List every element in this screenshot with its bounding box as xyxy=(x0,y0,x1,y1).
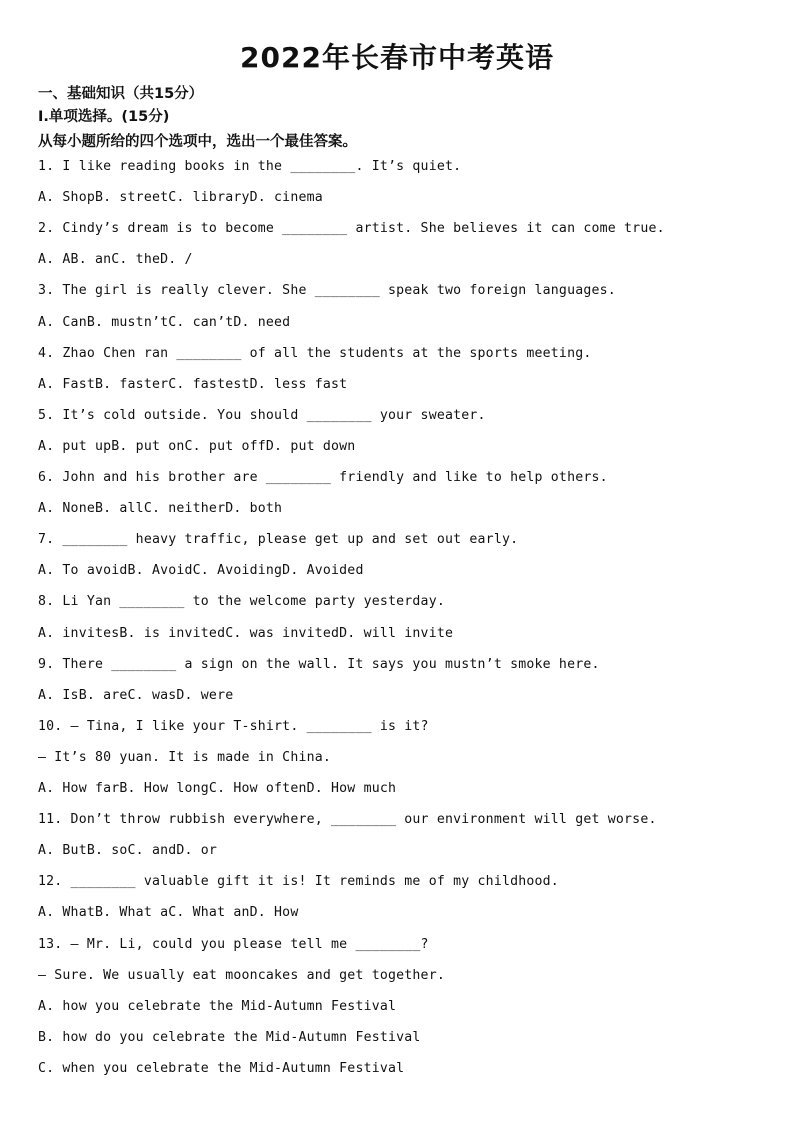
answer-options: A. put upB. put onC. put offD. put down xyxy=(38,438,356,454)
answer-options: A. How farB. How longC. How oftenD. How much xyxy=(38,781,397,796)
section-heading: 一、基础知识（共15分） xyxy=(38,86,204,102)
question-text: 8. Li Yan ________ to the welcome party yesterday. xyxy=(38,594,445,610)
question-text: — Sure. We usually eat mooncakes and get together. xyxy=(38,967,445,983)
answer-options: A. To avoidB. AvoidC. AvoidingD. Avoided xyxy=(38,563,364,579)
answer-options: A. ShopB. streetC. libraryD. cinema xyxy=(38,190,323,206)
question-text: 13. — Mr. Li, could you please tell me ________? xyxy=(38,936,429,952)
question-text: 7. ________ heavy traffic, please get up and set out early. xyxy=(38,532,519,548)
question-text: 9. There ________ a sign on the wall. It says you mustn’t smoke here. xyxy=(38,656,600,672)
question-text: 11. Don’t throw rubbish everywhere, ________ our environment will get worse. xyxy=(38,812,657,828)
question-text: 6. John and his brother are ________ friendly and like to help others. xyxy=(38,470,608,485)
answer-options: A. how you celebrate the Mid-Autumn Festival xyxy=(38,998,397,1014)
question-text: 10. — Tina, I like your T-shirt. ________ is it? xyxy=(38,718,429,734)
answer-options: A. FastB. fasterC. fastestD. less fast xyxy=(38,376,348,392)
question-text: 2. Cindy’s dream is to become ________ artist. She believes it can come true. xyxy=(38,221,665,237)
answer-options: A. ButB. soC. andD. or xyxy=(38,843,218,859)
question-text: — It’s 80 yuan. It is made in China. xyxy=(38,749,332,765)
answer-options: A. WhatB. What aC. What anD. How xyxy=(38,905,299,921)
question-text: 4. Zhao Chen ran ________ of all the students at the sports meeting. xyxy=(38,345,592,361)
answer-options: A. invitesB. is invitedC. was invitedD. will invite xyxy=(38,625,454,641)
question-text: 1. I like reading books in the ________. It’s quiet. xyxy=(38,159,462,174)
question-text: 5. It’s cold outside. You should ________ your sweater. xyxy=(38,407,486,423)
answer-options: A. IsB. areC. wasD. were xyxy=(38,687,234,703)
answer-options: B. how do you celebrate the Mid-Autumn Festival xyxy=(38,1029,421,1045)
part-heading: Ⅰ.单项选择。(15分) xyxy=(38,109,170,125)
question-text: 3. The girl is really clever. She ________ speak two foreign languages. xyxy=(38,283,616,299)
page-title: 2022年长春市中考英语 xyxy=(240,41,554,74)
question-text: 12. ________ valuable gift it is! It reminds me of my childhood. xyxy=(38,874,559,890)
answer-options: C. when you celebrate the Mid-Autumn Festival xyxy=(38,1060,405,1076)
instruction-text: 从每小题所给的四个选项中，选出一个最佳答案。 xyxy=(38,134,357,150)
answer-options: A. NoneB. allC. neitherD. both xyxy=(38,501,283,517)
answer-options: A. CanB. mustn’tC. can’tD. need xyxy=(38,314,291,330)
answer-options: A. AB. anC. theD. / xyxy=(38,252,193,268)
